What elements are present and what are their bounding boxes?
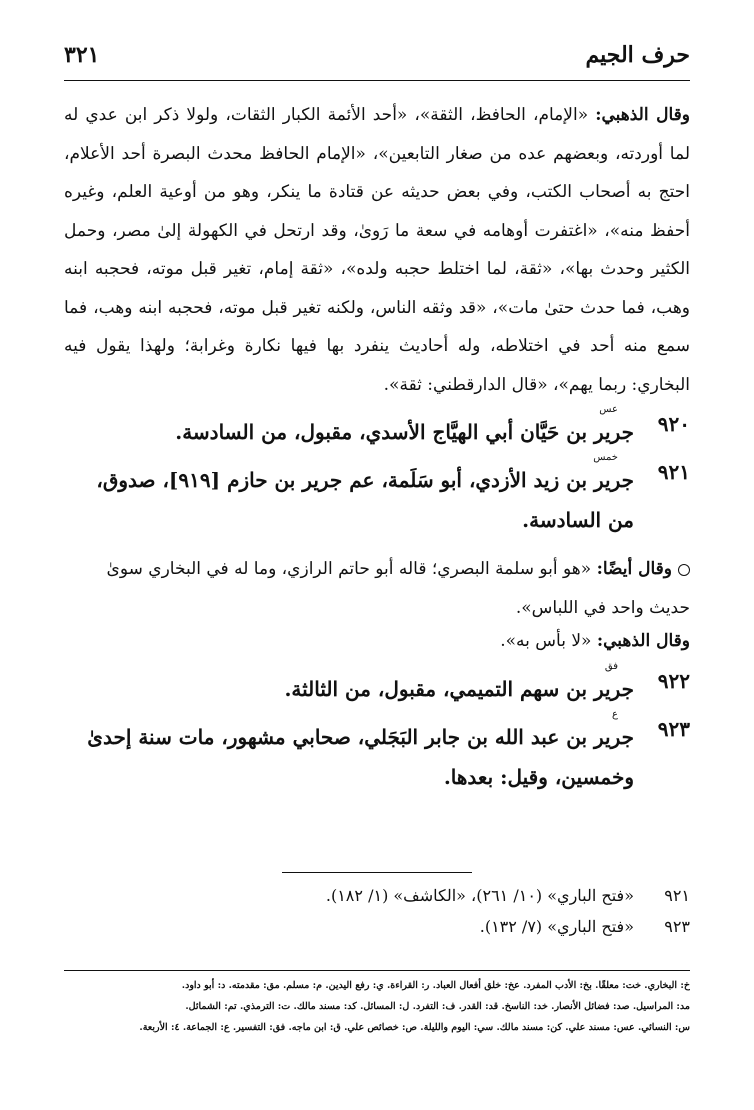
entry-number: ٩٢٠ <box>657 412 690 436</box>
symbols-legend <box>64 970 690 1038</box>
entry-number: ٩٢٣ <box>657 717 690 741</box>
entry-number: ٩٢٢ <box>657 669 690 693</box>
rumuz-symbol: فق <box>604 661 618 672</box>
page-number: ٣٢١ <box>64 42 100 68</box>
entry-923 <box>64 709 690 797</box>
note-abu-hatim <box>64 550 690 627</box>
legend-line: مد: المراسيل. صد: فضائل الأنصار. خد: الناسخ. قد: القدر. ف: التفرد. ل: المسائل. كد: مسند مالك. ت: الترمذي. تم: الشمائل. <box>185 1001 690 1012</box>
running-title: حرف الجيم <box>585 42 690 68</box>
legend-line: خ: البخاري. خت: معلقًا. بخ: الأدب المفرد. عخ: خلق أفعال العباد. ر: القراءة. ي: رفع اليدين. م: مسلم. مق: مقدمته. د: أبو داود. <box>181 980 690 991</box>
footnote-number: ٩٢١ <box>664 886 690 905</box>
footnote-921 <box>64 880 690 911</box>
entry-text: جرير بن سهم التميمي، مقبول، من الثالثة. <box>284 677 634 701</box>
footnote-text: «فتح الباري» (٧/ ١٣٢). <box>479 917 634 936</box>
note-text: «لا بأس به». <box>500 631 592 651</box>
entry-text: جرير بن حَيَّان أبي الهيَّاج الأسدي، مقبول، من السادسة. <box>175 420 634 444</box>
note-text: «هو أبو سلمة البصري؛ قاله أبو حاتم الرازي، وما له في البخاري سوىٰ حديث واحد في اللباس». <box>106 559 690 618</box>
paragraph-text: «الإمام، الحافظ، الثقة»، «أحد الأئمة الكبار الثقات، ولولا ذكر ابن عدي له لما أوردته، وبعضهم عده من صغار التابعين»، «الإمام الحافظ محدث البصرة أحد الأعلام، احتج به أصحاب الكتب، وفي بعض حديثه عن قتادة ما ينكر، وهو من أوعية العلم، وغيره أحفظ منه»، «اغتفرت أوهامه في سعة ما رَوىٰ، وقد ارتحل في الكهولة إلىٰ مصر، وحمل الكثير وحدث بها»، «ثقة، لما اختلط حجبه ولده»، «ثقة إمام، تغير قبل موته، فحجبه ابنه وهب، فما حدث حتىٰ مات»، «قد وثقه الناس، ولكنه تغير قبل موته، فحجبه ابنه وهب، فما سمع منه أحد في اختلاطه، وله أحاديث ينفرد بها فيها نكارة وغرابة؛ ولهذا يقول فيه البخاري: ربما يهم»، «قال الدارقطني: ثقة». <box>64 105 691 395</box>
dhahabi-paragraph <box>64 96 690 404</box>
footnote-text: «فتح الباري» (١٠/ ٢٦١)، «الكاشف» (١/ ١٨٢). <box>325 886 634 905</box>
entry-text: جرير بن عبد الله بن جابر البَجَلي، صحابي مشهور، مات سنة إحدىٰ وخمسين، وقيل: بعدها. <box>87 725 634 789</box>
legend-line: س: النسائي. عس: مسند علي. كن: مسند مالك. سي: اليوم والليلة. ص: خصائص علي. ق: ابن ماجه. فق: التفسير. ع: الجماعة. ٤: الأربعة. <box>139 1022 690 1033</box>
circle-marker-icon <box>678 564 690 576</box>
entry-920 <box>64 404 690 452</box>
footnote-rule <box>282 872 472 873</box>
entry-921 <box>64 452 690 540</box>
notes-block <box>64 550 690 655</box>
footnotes <box>64 880 690 942</box>
paragraph-lead: وقال الذهبي: <box>595 105 691 125</box>
page-body <box>64 96 690 797</box>
page-header <box>64 38 690 82</box>
rumuz-symbol: ع <box>612 709 618 720</box>
note-dhahabi <box>64 627 690 655</box>
rumuz-symbol: خمس <box>593 452 618 463</box>
header-rule <box>64 80 690 81</box>
footnote-number: ٩٢٣ <box>664 917 690 936</box>
footnote-923 <box>64 911 690 942</box>
entry-922 <box>64 661 690 709</box>
entry-text: جرير بن زيد الأزدي، أبو سَلَمة، عم جرير بن حازم [٩١٩]، صدوق، من السادسة. <box>96 468 634 532</box>
note-lead: وقال أيضًا: <box>596 559 672 579</box>
entry-number: ٩٢١ <box>657 460 690 484</box>
rumuz-symbol: عس <box>599 404 618 415</box>
note-lead: وقال الذهبي: <box>596 631 690 651</box>
